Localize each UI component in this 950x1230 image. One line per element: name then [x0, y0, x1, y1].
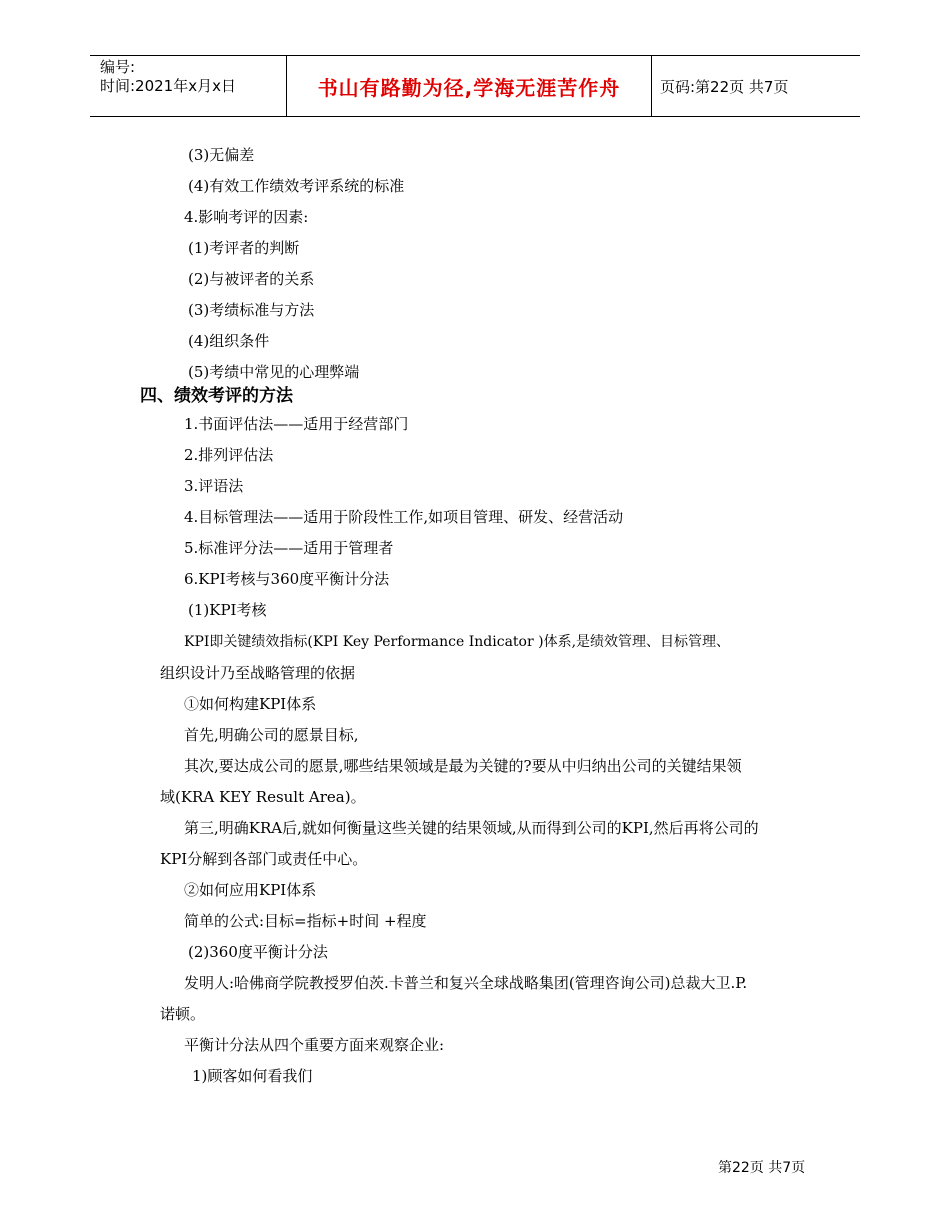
page-header [90, 55, 860, 117]
text-line: 诺顿。 [160, 1005, 206, 1023]
text-line: 平衡计分法从四个重要方面来观察企业: [184, 1036, 445, 1054]
text-line: 5.标准评分法——适用于管理者 [184, 539, 394, 557]
text-line: 6.KPI考核与360度平衡计分法 [184, 570, 390, 588]
text-line: KPI分解到各部门或责任中心。 [160, 850, 368, 868]
text-line: 组织设计乃至战略管理的依据 [160, 664, 356, 682]
text-line: ①如何构建KPI体系 [184, 695, 317, 713]
section-heading: 四、绩效考评的方法 [140, 386, 293, 406]
text-line: 4.影响考评的因素: [184, 208, 309, 226]
text-line: (3)无偏差 [188, 146, 255, 164]
text-line: (1)KPI考核 [188, 601, 267, 619]
text-line: KPI即关键绩效指标(KPI Key Performance Indicator )体系,是绩效管理、目标管理、 [184, 634, 731, 650]
text-line: (3)考绩标准与方法 [188, 301, 315, 319]
text-line: (5)考绩中常见的心理弊端 [188, 363, 360, 381]
text-line: 2.排列评估法 [184, 446, 274, 464]
text-line: (4)组织条件 [188, 332, 270, 350]
text-line: 第三,明确KRA后,就如何衡量这些关键的结果领域,从而得到公司的KPI,然后再将公司的 [184, 819, 759, 837]
text-line: 4.目标管理法——适用于阶段性工作,如项目管理、研发、经营活动 [184, 508, 624, 526]
text-line: 1)顾客如何看我们 [192, 1067, 313, 1085]
header-page-info: 页码:第22页 共7页 [660, 77, 789, 96]
text-line: 3.评语法 [184, 477, 244, 495]
header-motto: 书山有路勤为径,学海无涯苦作舟 [286, 56, 652, 116]
text-line: ②如何应用KPI体系 [184, 881, 317, 899]
text-line: 1.书面评估法——适用于经营部门 [184, 415, 409, 433]
header-meta [100, 58, 236, 96]
text-line: 其次,要达成公司的愿景,哪些结果领域是最为关键的?要从中归纳出公司的关键结果领 [184, 757, 742, 775]
page-footer: 第22页 共7页 [718, 1160, 806, 1176]
text-line: 首先,明确公司的愿景目标, [184, 726, 359, 744]
text-line: 发明人:哈佛商学院教授罗伯茨.卡普兰和复兴全球战略集团(管理咨询公司)总裁大卫.P. [184, 974, 748, 992]
text-line: (2)360度平衡计分法 [188, 943, 328, 961]
text-line: 简单的公式:目标=指标+时间 +程度 [184, 912, 427, 930]
header-number-label: 编号: [100, 58, 136, 76]
text-line: 域(KRA KEY Result Area)。 [160, 788, 366, 806]
text-line: (1)考评者的判断 [188, 239, 300, 257]
text-line: (4)有效工作绩效考评系统的标准 [188, 177, 405, 195]
header-time-label: 时间:2021年x月x日 [100, 77, 236, 95]
text-line: (2)与被评者的关系 [188, 270, 315, 288]
